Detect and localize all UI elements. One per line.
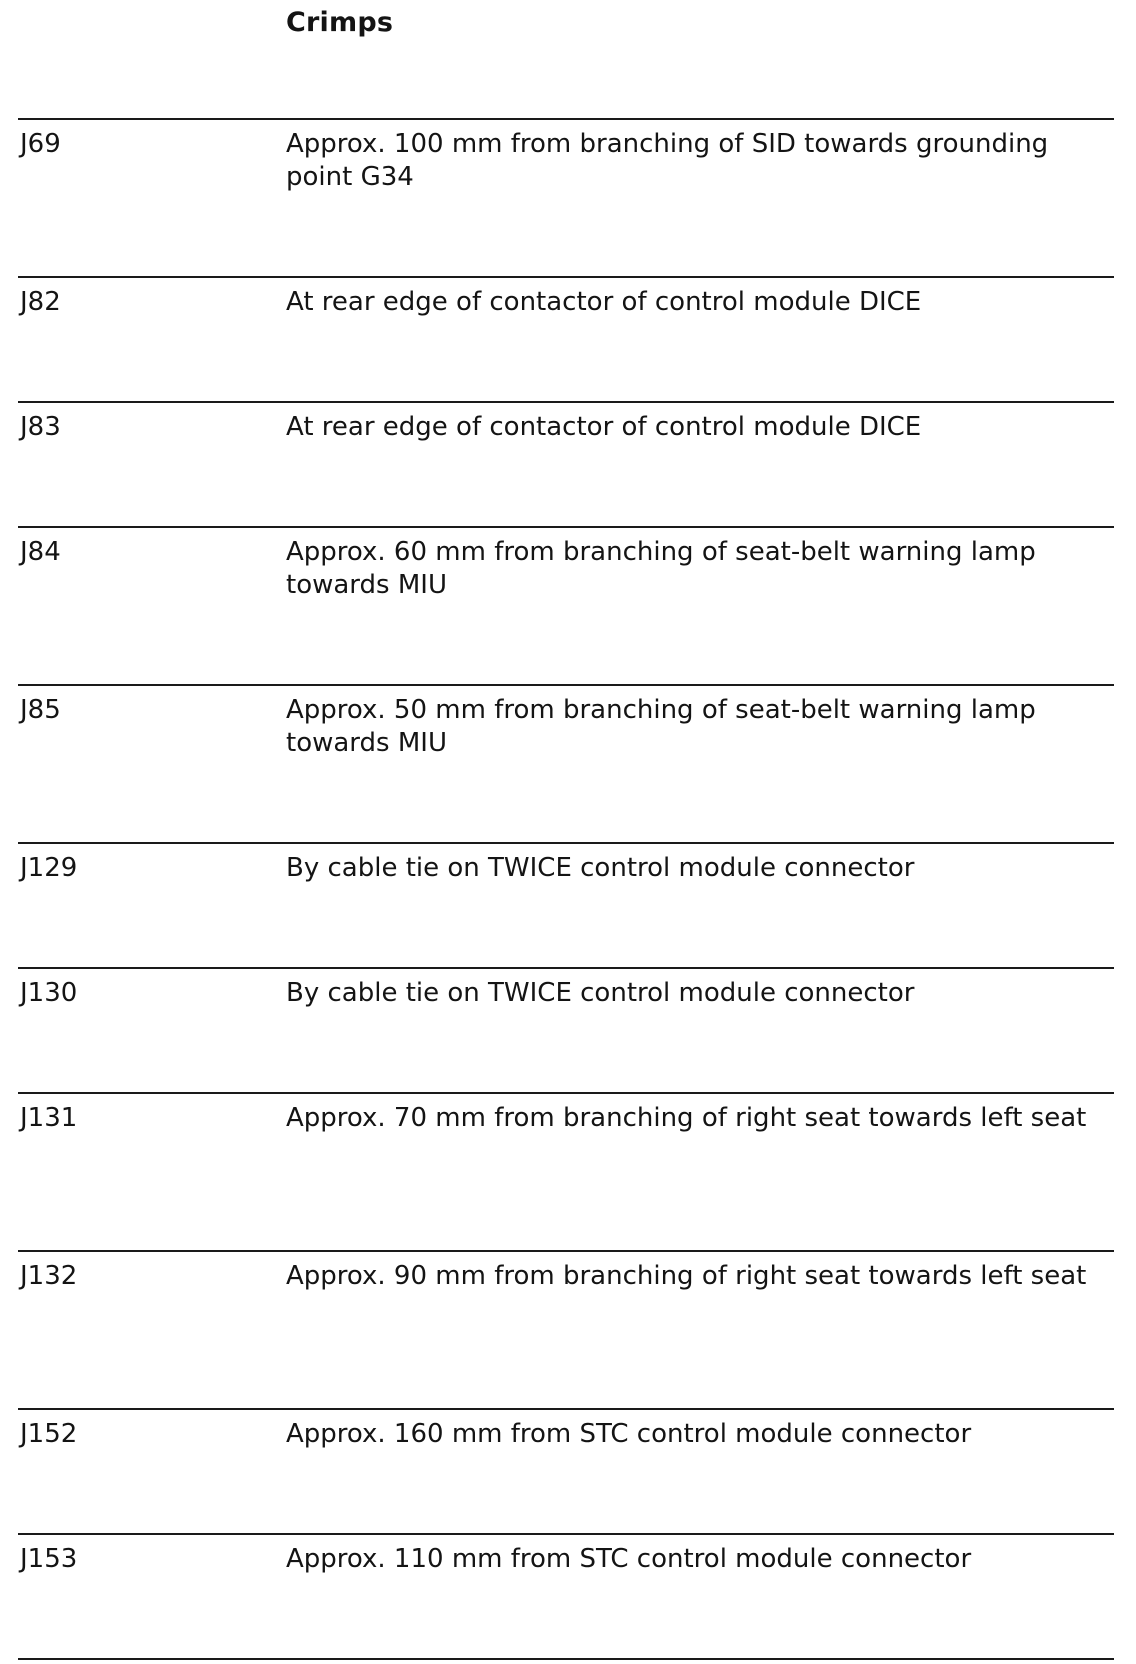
crimp-location: Approx. 160 mm from STC control module connector [286,1419,972,1449]
crimp-code: J85 [20,695,61,725]
table-row [18,1533,1114,1658]
table-row [18,526,1114,684]
crimp-code: J69 [20,129,61,159]
table-row [18,1092,1114,1250]
table-row [18,1408,1114,1533]
crimp-location: Approx. 90 mm from branching of right seat towards left seat [286,1261,1087,1291]
crimp-location: By cable tie on TWICE control module connector [286,978,915,1008]
crimp-location: Approx. 110 mm from STC control module connector [286,1544,972,1574]
crimps-table [18,118,1114,1660]
crimp-code: J82 [20,287,61,317]
table-row [18,967,1114,1092]
crimp-code: J130 [20,978,78,1008]
crimp-location: Approx. 70 mm from branching of right seat towards left seat [286,1103,1087,1133]
table-row [18,276,1114,401]
crimp-code: J83 [20,412,61,442]
crimp-code: J131 [20,1103,78,1133]
crimp-location: At rear edge of contactor of control module DICE [286,412,922,442]
crimp-location: Approx. 60 mm from branching of seat-belt warning lamp towards MIU [286,537,1036,600]
crimp-code: J153 [20,1544,78,1574]
table-row [18,118,1114,276]
page-title: Crimps [286,7,394,38]
crimp-location: By cable tie on TWICE control module connector [286,853,915,883]
crimp-location: Approx. 100 mm from branching of SID towards grounding point G34 [286,129,1049,192]
table-bottom-rule [18,1658,1114,1660]
table-row [18,1250,1114,1408]
crimp-code: J84 [20,537,61,567]
table-row [18,842,1114,967]
crimp-code: J129 [20,853,78,883]
table-row [18,684,1114,842]
crimp-location: Approx. 50 mm from branching of seat-belt warning lamp towards MIU [286,695,1036,758]
crimp-code: J132 [20,1261,78,1291]
table-row [18,401,1114,526]
crimp-code: J152 [20,1419,78,1449]
crimp-location: At rear edge of contactor of control module DICE [286,287,922,317]
